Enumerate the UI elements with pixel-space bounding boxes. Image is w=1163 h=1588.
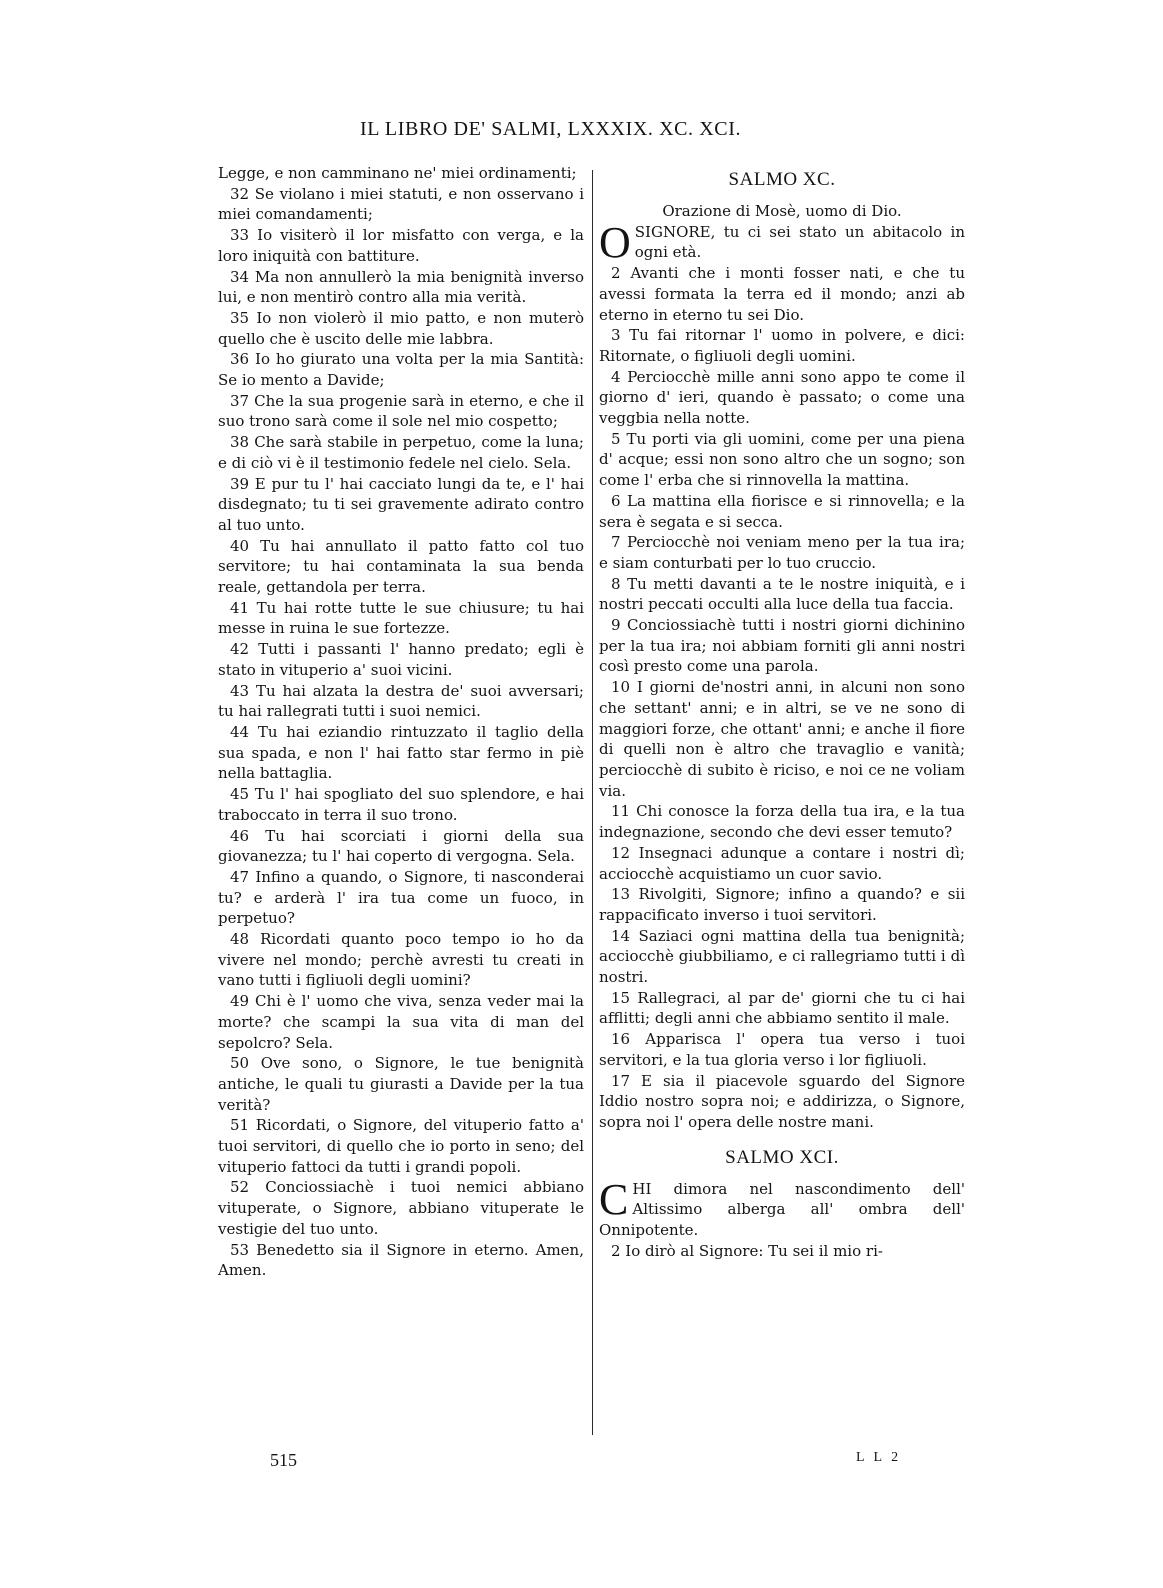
verse: 4 Perciocchè mille anni sono appo te come il giorno d' ieri, quando è passato; o come una veggbia nella notte.: [599, 367, 965, 428]
verse: 39 E pur tu l' hai cacciato lungi da te, e l' hai disdegnato; tu ti sei gravemente adirato contro al tuo unto.: [218, 474, 584, 534]
verse: 14 Saziaci ogni mattina della tua benignità; acciocchè giubbiliamo, e ci rallegriamo tutti i dì nostri.: [599, 926, 965, 987]
signature-mark: L L 2: [856, 1450, 902, 1465]
right-column: [599, 163, 965, 1261]
psalm-91-dropcap: C: [599, 1174, 629, 1224]
verse: 49 Chi è l' uomo che viva, senza veder mai la morte? che scampi la sua vita di man del sepolcro? Sela.: [218, 992, 584, 1052]
psalm-90-verse-1: [599, 217, 965, 267]
verse: 32 Se violano i miei statuti, e non osservano i miei comandamenti;: [218, 184, 584, 224]
running-head: IL LIBRO DE' SALMI, LXXXIX. XC. XCI.: [360, 118, 742, 140]
psalm-90-title: SALMO XC.: [728, 169, 836, 190]
verse: 41 Tu hai rotte tutte le sue chiusure; tu hai messe in ruina le sue fortezze.: [218, 598, 584, 638]
left-column: [218, 163, 584, 1281]
psalm-91-title: SALMO XCI.: [725, 1146, 839, 1168]
verse: 38 Che sarà stabile in perpetuo, come la luna; e di ciò vi è il testimonio fedele nel cielo. Sela.: [218, 433, 584, 472]
verse: 33 Io visiterò il lor misfatto con verga, e la loro iniquità con battiture.: [218, 226, 584, 265]
verse: 43 Tu hai alzata la destra de' suoi avversari; tu hai rallegrati tutti i suoi nemici.: [218, 681, 584, 721]
verse: 34 Ma non annullerò la mia benignità inverso lui, e non mentirò contro alla mia verità.: [218, 267, 584, 307]
verse: 5 Tu porti via gli uomini, come per una piena d' acque; essi non sono altro che un sogno; son come l' erba che si rinnovella la mattina.: [599, 429, 965, 490]
psalm-91-verse-1-text: HI dimora nel nascondimento dell' Altissimo alberga all' ombra dell' Onnipotente.: [599, 1179, 965, 1240]
verse: 40 Tu hai annullato il patto fatto col tuo servitore; tu hai contaminata la sua benda reale, gettandola per terra.: [218, 536, 584, 597]
verse: 50 Ove sono, o Signore, le tue benignità antiche, le quali tu giurasti a Davide per la tua verità?: [218, 1054, 584, 1114]
verse: 51 Ricordati, o Signore, del vituperio fatto a' tuoi servitori, di quello che io porto in seno; del vituperio fattoci da tutti i grandi popoli.: [218, 1116, 584, 1176]
verse: 37 Che la sua progenie sarà in eterno, e che il suo trono sarà come il sole nel mio cospetto;: [218, 391, 584, 431]
page-number: 515: [270, 1450, 297, 1470]
psalm-91-verse-1: [599, 1174, 965, 1241]
verse: 10 I giorni de'nostri anni, in alcuni non sono che settant' anni; e in altri, se ve ne sono di maggiori forze, che ottant' anni; e anche il fiore di quelli non è altro che travaglio e vanità; perciocchè di subito è riciso, e noi ce ne voliam via.: [599, 678, 965, 800]
psalm-91-verses: [599, 1241, 965, 1262]
verse: 42 Tutti i passanti l' hanno predato; egli è stato in vituperio a' suoi vicini.: [218, 640, 584, 679]
verse: 7 Perciocchè noi veniam meno per la tua ira; e siam conturbati per lo tuo cruccio.: [599, 533, 965, 572]
verse: 17 E sia il piacevole sguardo del Signore Iddio nostro sopra noi; e addirizza, o Signore, sopra noi l' opera delle nostre mani.: [599, 1071, 965, 1131]
verse: 44 Tu hai eziandio rintuzzato il taglio della sua spada, e non l' hai fatto star fermo in piè nella battaglia.: [218, 722, 584, 783]
verse: 13 Rivolgiti, Signore; infino a quando? e sii rappacificato inverso i tuoi servitori.: [599, 885, 965, 924]
verse: 47 Infino a quando, o Signore, ti nasconderai tu? e arderà l' ira tua come un fuoco, in perpetuo?: [218, 867, 584, 928]
verse: 2 Io dirò al Signore: Tu sei il mio ri-: [611, 1241, 883, 1260]
verse: 15 Rallegraci, al par de' giorni che tu ci hai afflitti; degli anni che abbiamo sentito il male.: [599, 988, 965, 1028]
column-rule: [592, 170, 593, 1435]
psalm-90-verse-1-text: SIGNORE, tu ci sei stato un abitacolo in ogni età.: [634, 222, 965, 262]
verse: 12 Insegnaci adunque a contare i nostri dì; acciocchè acquistiamo un cuor savio.: [599, 843, 965, 883]
verse: 3 Tu fai ritornar l' uomo in polvere, e dici: Ritornate, o figliuoli degli uomini.: [599, 326, 965, 365]
verse: 53 Benedetto sia il Signore in eterno. Amen, Amen.: [218, 1240, 584, 1280]
verse: 52 Conciossiachè i tuoi nemici abbiano vituperate, o Signore, abbiano vituperate le vestigie del tuo unto.: [218, 1178, 584, 1238]
psalm-90-dropcap: O: [599, 217, 631, 267]
psalm-90-superscription: Orazione di Mosè, uomo di Dio.: [662, 202, 902, 220]
verse: 16 Apparisca l' opera tua verso i tuoi servitori, e la tua gloria verso i lor figliuoli.: [599, 1030, 965, 1069]
verse: 36 Io ho giurato una volta per la mia Santità: Se io mento a Davide;: [218, 350, 584, 390]
verse: 35 Io non violerò il mio patto, e non muterò quello che è uscito delle mie labbra.: [218, 308, 584, 348]
verse: 48 Ricordati quanto poco tempo io ho da vivere nel mondo; perchè avresti tu creati in vano tutti i figliuoli degli uomini?: [218, 930, 584, 990]
verse: 45 Tu l' hai spogliato del suo splendore, e hai traboccato in terra il suo trono.: [218, 785, 584, 824]
verse: 2 Avanti che i monti fosser nati, e che tu avessi formata la terra ed il mondo; anzi ab eterno in eterno tu sei Dio.: [599, 264, 965, 324]
psalm-90-verses: [599, 263, 965, 1133]
verse: 8 Tu metti davanti a te le nostre iniquità, e i nostri peccati occulti alla luce della tua faccia.: [599, 574, 965, 614]
verse: Legge, e non camminano ne' miei ordinamenti;: [218, 164, 577, 182]
verse: 46 Tu hai scorciati i giorni della sua giovanezza; tu l' hai coperto di vergogna. Sela.: [218, 826, 584, 866]
verse: 6 La mattina ella fiorisce e si rinnovella; e la sera è segata e si secca.: [599, 491, 965, 531]
verse: 11 Chi conosce la forza della tua ira, e la tua indegnazione, secondo che devi esser temuto?: [599, 802, 965, 842]
verse: 9 Conciossiachè tutti i nostri giorni dichinino per la tua ira; noi abbiam forniti gli anni nostri così presto come una parola.: [599, 616, 965, 676]
